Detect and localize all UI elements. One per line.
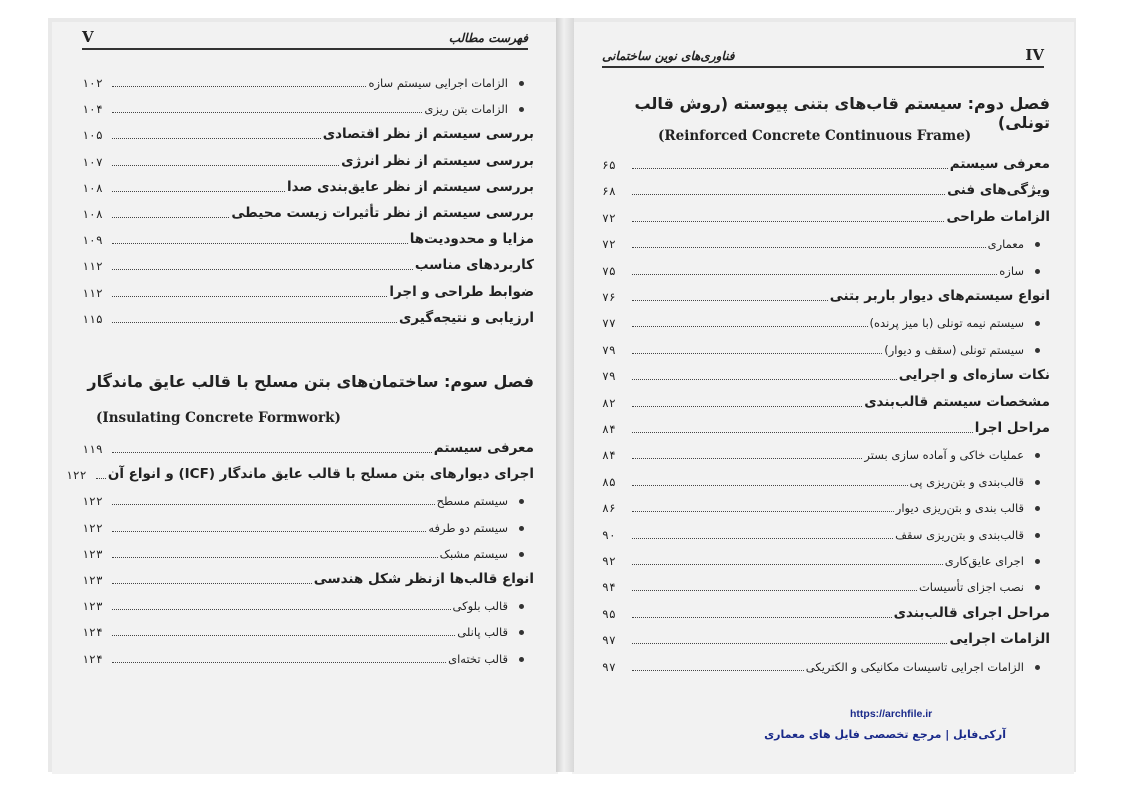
toc-page-number: ۹۷: [602, 633, 616, 648]
toc-entry: [82, 201, 534, 223]
bullet-icon: [1035, 242, 1040, 247]
watermark-slogan: آرکی‌فایل | مرجع تخصصی فایل های معماری: [764, 728, 1006, 741]
toc-entry: [82, 567, 534, 589]
toc-entry-title: انواع قالب‌ها ازنظر شکل هندسی: [313, 571, 534, 587]
dot-leader: [632, 590, 917, 591]
dot-leader: [632, 643, 947, 644]
toc-page-number: ۱۰۸: [82, 207, 103, 221]
toc-entry: [82, 646, 508, 668]
toc-entry-title: سازه: [999, 263, 1024, 278]
toc-entry-title: الزامات اجرایی: [949, 631, 1050, 648]
dot-leader: [632, 168, 948, 169]
dot-leader: [112, 165, 339, 166]
toc-page-number: ۸۴: [602, 422, 616, 436]
dot-leader: [632, 326, 868, 327]
toc-page-number: ۱۰۸: [82, 180, 103, 195]
toc-entry-title: مشخصات سیستم قالب‌بندی: [864, 393, 1050, 410]
dot-leader: [632, 221, 944, 222]
toc-entry: [602, 178, 1050, 200]
dot-leader: [632, 485, 908, 486]
toc-page-number: ۸۲: [602, 395, 616, 410]
toc-entry: [602, 205, 1050, 227]
toc-entry: [82, 280, 534, 302]
dot-leader: [632, 432, 973, 433]
toc-entry-title: سیستم مشبک: [439, 546, 508, 561]
bullet-icon: [1035, 559, 1040, 564]
toc-entry: [602, 601, 1050, 623]
dot-leader: [112, 557, 438, 558]
toc-page-number: ۱۲۳: [82, 546, 103, 561]
bullet-icon: [1035, 665, 1040, 670]
toc-page-number: ۹۲: [602, 554, 616, 568]
toc-page-number: ۱۰۴: [82, 102, 103, 117]
toc-entry-title: بررسی سیستم از نظر اقتصادی: [322, 126, 534, 143]
bullet-icon: [519, 552, 524, 557]
toc-page-number: ۷۹: [602, 342, 616, 357]
dot-leader: [632, 194, 945, 195]
toc-page-number: ۱۲۳: [82, 573, 103, 587]
toc-entry-title: الزامات بتن ریزی: [424, 102, 508, 117]
toc-entry-title: معرفی سیستم: [949, 156, 1050, 172]
dot-leader: [112, 609, 451, 610]
toc-entry-title: قالب پانلی: [457, 625, 508, 640]
toc-entry: [602, 469, 1024, 491]
toc-page-number: ۸۴: [602, 448, 616, 463]
toc-page-number: ۹۴: [602, 580, 616, 595]
bullet-icon: [1035, 585, 1040, 590]
dot-leader: [632, 353, 882, 354]
toc-entry: [602, 337, 1024, 359]
bullet-icon: [519, 526, 524, 531]
toc-entry-title: سیستم تونلی (سقف و دیوار): [884, 342, 1024, 357]
right-chapter-latin: (Reinforced Concrete Continuous Frame): [658, 128, 972, 144]
bullet-icon: [1035, 453, 1040, 458]
right-running-title: فناوری‌های نوین ساختمانی: [602, 49, 735, 63]
toc-entry-title: الزامات اجرایی سیستم سازه: [368, 76, 508, 90]
toc-page-number: ۷۷: [602, 316, 616, 331]
toc-entry: [602, 522, 1024, 544]
toc-entry: [602, 310, 1024, 332]
dot-leader: [112, 531, 426, 532]
toc-entry-title: مزایا و محدودیت‌ها: [409, 231, 534, 248]
toc-entry: [82, 122, 534, 144]
dot-leader: [112, 322, 397, 323]
toc-entry-title: ویژگی‌های فنی: [947, 182, 1050, 199]
toc-entry-title: نکات سازه‌ای و اجرایی: [898, 367, 1050, 384]
bullet-icon: [519, 81, 524, 86]
toc-entry-title: ضوابط طراحی و اجرا: [389, 283, 534, 300]
toc-entry: [602, 152, 1050, 174]
dot-leader: [112, 504, 435, 505]
bullet-icon: [1035, 269, 1040, 274]
dot-leader: [632, 300, 828, 301]
toc-page-number: ۷۹: [602, 369, 616, 384]
left-chapter-latin: (Insulating Concrete Formwork): [96, 410, 341, 426]
toc-entry-title: قالب‌بندی و بتن‌ریزی پی: [909, 474, 1024, 489]
dot-leader: [112, 86, 366, 87]
left-chapter-title: فصل سوم: ساختمان‌های بتن مسلح با قالب عایق ماندگار: [87, 372, 534, 391]
dot-leader: [632, 379, 897, 380]
toc-entry-title: ارزیابی و نتیجه‌گیری: [399, 309, 534, 326]
toc-page-number: ۹۰: [602, 527, 616, 542]
toc-entry: [82, 175, 534, 197]
dot-leader: [96, 478, 106, 479]
toc-entry-title: عملیات خاکی و آماده سازی بستر: [864, 448, 1024, 463]
toc-page-number: ۷۲: [602, 237, 616, 252]
bullet-icon: [1035, 533, 1040, 538]
toc-page-number: ۱۲۳: [82, 599, 103, 614]
toc-entry: [602, 654, 1024, 676]
toc-entry: [65, 462, 534, 484]
toc-entry-title: اجرای عایق‌کاری: [944, 554, 1024, 568]
bullet-icon: [1035, 321, 1040, 326]
left-running-title: فهرست مطالب: [448, 31, 528, 45]
toc-entry: [602, 258, 1024, 280]
dot-leader: [632, 564, 943, 565]
toc-entry: [82, 227, 534, 249]
toc-page-number: ۱۲۲: [65, 468, 87, 483]
toc-entry: [82, 253, 534, 275]
toc-page-number: ۱۱۵: [82, 311, 103, 326]
toc-entry: [82, 593, 508, 615]
bullet-icon: [1035, 506, 1040, 511]
toc-page-number: ۱۰۲: [82, 76, 103, 90]
dot-leader: [112, 296, 387, 297]
toc-page-number: ۸۵: [602, 474, 616, 489]
toc-entry-title: سیستم دو طرفه: [428, 520, 508, 535]
dot-leader: [632, 511, 894, 512]
toc-entry: [602, 495, 1024, 517]
toc-entry-title: اجرای دیوارهای بتن مسلح با قالب عایق ماندگار (ICF) و انواع آن: [107, 466, 534, 483]
toc-entry: [602, 548, 1024, 570]
bullet-icon: [519, 604, 524, 609]
toc-entry-title: الزامات طراحی: [946, 208, 1050, 225]
toc-entry-title: سیستم نیمه تونلی (با میز پرنده): [869, 316, 1024, 331]
toc-page-number: ۷۲: [602, 210, 616, 225]
toc-entry-title: انواع سیستم‌های دیوار باربر بتنی: [829, 288, 1050, 304]
toc-entry: [82, 96, 508, 118]
bullet-icon: [1035, 348, 1040, 353]
dot-leader: [632, 274, 997, 275]
toc-page-number: ۱۲۲: [82, 520, 103, 535]
dot-leader: [632, 617, 892, 618]
toc-page-number: ۶۵: [602, 158, 616, 172]
dot-leader: [112, 583, 312, 584]
toc-page-number: ۶۸: [602, 184, 616, 199]
toc-entry-title: سیستم مسطح: [436, 494, 508, 509]
bullet-icon: [519, 630, 524, 635]
toc-page-number: ۹۵: [602, 606, 616, 621]
toc-page-number: ۱۰۷: [82, 154, 103, 169]
toc-entry: [82, 619, 508, 641]
toc-entry-title: بررسی سیستم از نظر تأثیرات زیست محیطی: [231, 205, 534, 221]
dot-leader: [632, 670, 804, 671]
toc-entry: [82, 541, 508, 563]
toc-entry: [602, 363, 1050, 385]
right-page: [572, 22, 1074, 774]
left-page: [52, 22, 558, 774]
bullet-icon: [519, 499, 524, 504]
book-gutter: [556, 18, 574, 772]
dot-leader: [112, 217, 229, 218]
toc-entry-title: کاربردهای مناسب: [414, 257, 534, 274]
left-page-number: V: [82, 28, 94, 46]
right-page-header: [602, 42, 1044, 68]
bullet-icon: [519, 107, 524, 112]
toc-page-number: ۱۱۹: [82, 442, 103, 456]
toc-page-number: ۱۰۹: [82, 233, 103, 248]
toc-entry-title: قالب بلوکی: [452, 599, 508, 614]
dot-leader: [112, 191, 285, 192]
right-chapter-title: فصل دوم: سیستم قاب‌های بتنی پیوسته (روش قالب تونلی): [634, 94, 1050, 132]
dot-leader: [112, 662, 446, 663]
toc-page-number: ۱۱۲: [82, 285, 103, 300]
bullet-icon: [519, 657, 524, 662]
dot-leader: [112, 635, 455, 636]
toc-entry: [602, 231, 1024, 253]
toc-entry-title: معرفی سیستم: [433, 440, 534, 456]
toc-entry: [82, 436, 534, 458]
toc-page-number: ۷۵: [602, 263, 616, 278]
toc-page-number: ۱۲۲: [82, 494, 103, 509]
dot-leader: [632, 247, 986, 248]
toc-page-number: ۸۶: [602, 501, 616, 516]
toc-entry-title: قالب‌بندی و بتن‌ریزی سقف: [895, 527, 1024, 542]
dot-leader: [632, 458, 862, 459]
toc-entry-title: قالب بندی و بتن‌ریزی دیوار: [895, 501, 1024, 516]
toc-page-number: ۹۷: [602, 659, 616, 674]
toc-page-number: ۱۰۵: [82, 128, 103, 143]
toc-entry: [602, 627, 1050, 649]
toc-page-number: ۷۶: [602, 290, 616, 304]
toc-entry-title: نصب اجزای تأسیسات: [918, 580, 1024, 595]
toc-entry: [602, 442, 1024, 464]
dot-leader: [112, 138, 321, 139]
dot-leader: [112, 452, 432, 453]
toc-entry-title: مراحل اجرا: [974, 420, 1050, 436]
toc-entry: [602, 574, 1024, 596]
toc-entry: [82, 70, 508, 92]
toc-entry: [82, 149, 534, 171]
dot-leader: [632, 406, 862, 407]
dot-leader: [112, 269, 413, 270]
toc-entry-title: مراحل اجرای قالب‌بندی: [893, 604, 1050, 621]
toc-entry-title: بررسی سیستم از نظر عایق‌بندی صدا: [286, 178, 534, 195]
dot-leader: [112, 243, 408, 244]
left-page-header: [82, 24, 528, 50]
toc-entry: [82, 515, 508, 537]
toc-entry: [602, 416, 1050, 438]
toc-entry: [82, 306, 534, 328]
toc-page-number: ۱۲۴: [82, 651, 103, 666]
toc-entry: [602, 284, 1050, 306]
toc-page-number: ۱۱۲: [82, 259, 103, 274]
toc-entry-title: بررسی سیستم از نظر انرژی: [341, 152, 534, 169]
bullet-icon: [1035, 480, 1040, 485]
toc-entry-title: معماری: [987, 237, 1024, 252]
watermark-site[interactable]: https://archfile.ir: [850, 708, 933, 720]
dot-leader: [632, 538, 893, 539]
toc-entry-title: قالب تخته‌ای: [448, 651, 508, 666]
right-page-number: IV: [1025, 46, 1044, 64]
toc-entry: [602, 390, 1050, 412]
toc-page-number: ۱۲۴: [82, 625, 103, 640]
toc-entry: [82, 488, 508, 510]
dot-leader: [112, 112, 422, 113]
toc-entry-title: الزامات اجرایی تاسیسات مکانیکی و الکتریکی: [805, 659, 1024, 674]
